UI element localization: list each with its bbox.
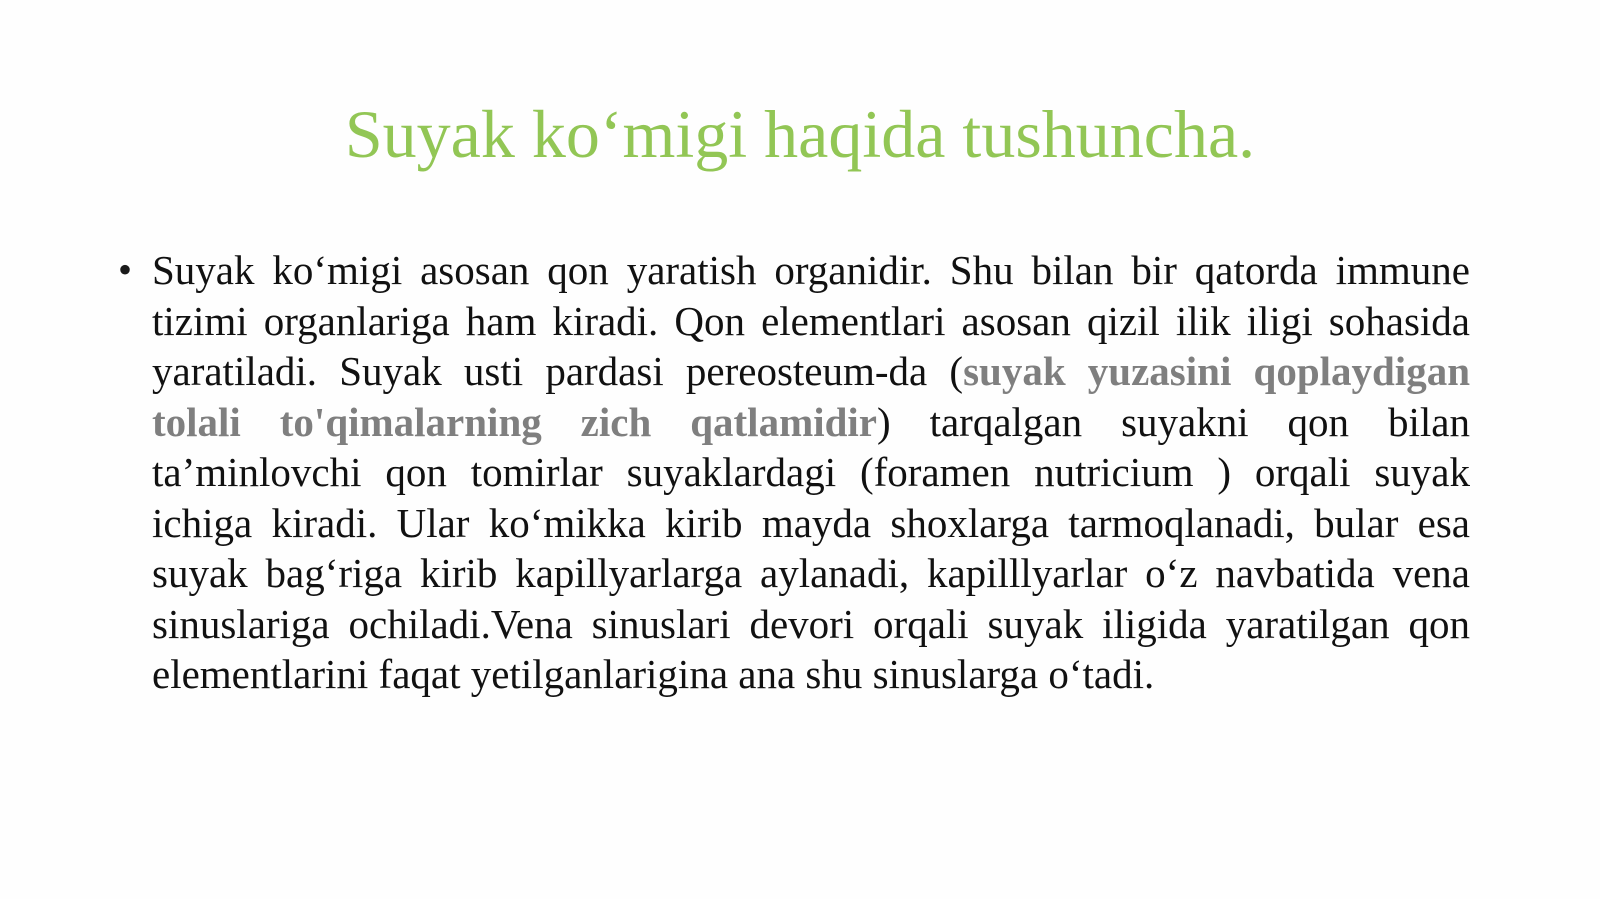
bullet-item [118, 245, 1470, 700]
paragraph-emphasis: suyak yuzasini qoplaydigan tolali to'qimalarning zich qatlamidir [152, 348, 1471, 445]
paragraph-text-before: Suyak ko‘migi asosan qon yaratish organidir. Shu bilan bir qatorda immune tizimi organlariga ham kiradi. Qon elementlari asosan qizil ilik iligi sohasida yaratiladi. Suyak usti pardasi pereosteum-da ( [152, 247, 1470, 394]
slide-title: Suyak ko‘migi haqida tushuncha. [344, 96, 1256, 172]
slide-body [118, 245, 1470, 700]
bullet-dot-icon: • [118, 247, 133, 292]
bullet-paragraph [152, 245, 1470, 700]
paragraph-text-after: ) tarqalgan suyakni qon bilan ta’minlovchi qon tomirlar suyaklardagi (foramen nutricium ) orqali suyak ichiga kiradi. Ular ko‘mikka kirib mayda shoxlarga tarmoqlanadi, bular esa suyak bag‘riga kirib kapillyarlarga aylanadi, kapilllyarlar o‘z navbatida vena sinuslariga ochiladi.Vena sinuslari devori orqali suyak iligida yaratilgan qon elementlarini faqat yetilganlariginа ana shu sinuslarga o‘tadi. [152, 398, 1470, 697]
